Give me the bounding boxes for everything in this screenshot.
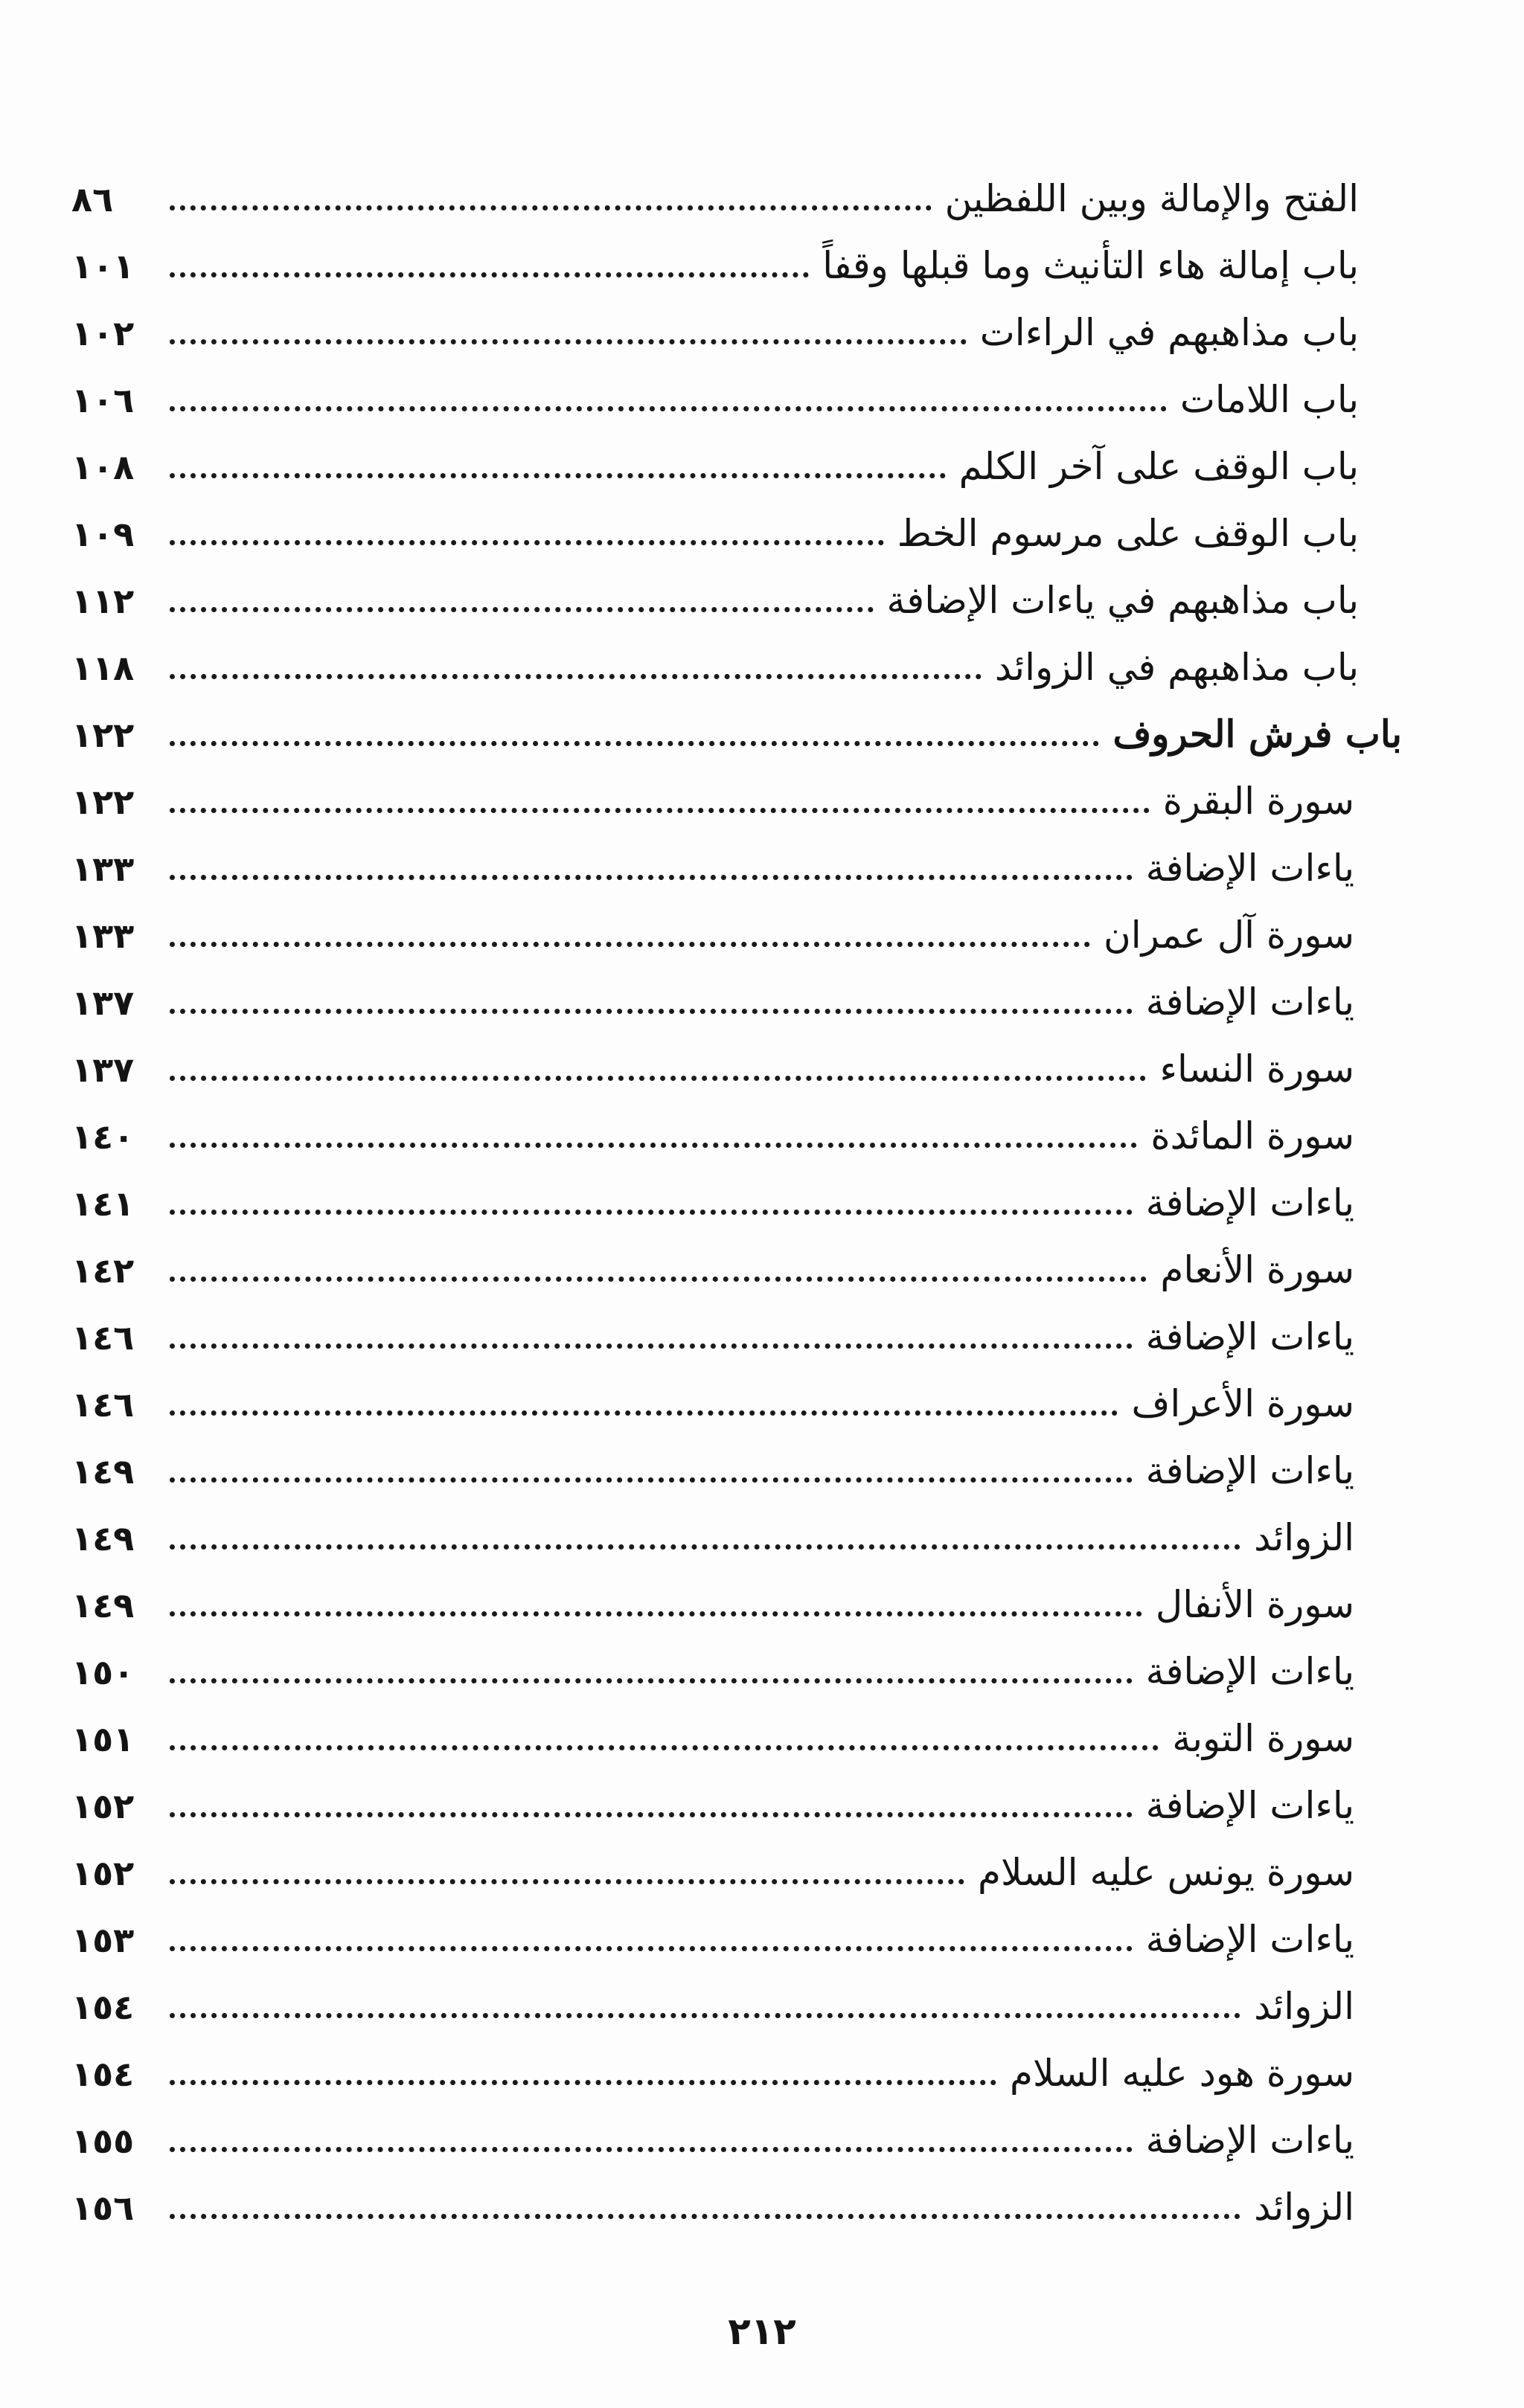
dot-leader: [170, 2147, 1133, 2152]
toc-entry-page: ٨٦: [71, 179, 114, 219]
dot-leader: [170, 741, 1099, 746]
dot-leader: [170, 2013, 1240, 2018]
toc-entry-page: ١٣٣: [71, 916, 135, 956]
table-of-contents: [71, 165, 1402, 2241]
toc-entry-page: ١٠٨: [71, 447, 135, 487]
dot-leader: [170, 1678, 1133, 1683]
toc-entry-page: ١٤٩: [71, 1451, 135, 1492]
dot-leader: [170, 1076, 1146, 1081]
toc-entry: [71, 1236, 1359, 1303]
toc-entry-title: الفتح والإمالة وبين اللفظين: [944, 177, 1359, 220]
dot-leader: [170, 1143, 1137, 1148]
dot-leader: [170, 406, 1167, 411]
toc-entry-title: باب اللامات: [1179, 378, 1359, 421]
toc-entry-title: باب مذاهبهم في ياءات الإضافة: [886, 579, 1359, 622]
toc-entry: [71, 1102, 1359, 1169]
dot-leader: [170, 875, 1133, 880]
toc-entry-page: ١٢٢: [71, 715, 135, 755]
dot-leader: [170, 1343, 1133, 1349]
toc-entry-page: ١٥٥: [71, 2121, 135, 2161]
toc-entry-title: باب إمالة هاء التأنيث وما قبلها وقفاً: [822, 244, 1359, 287]
dot-leader: [170, 808, 1150, 813]
toc-entry-title: باب فرش الحروف: [1112, 712, 1402, 756]
toc-entry: [71, 634, 1359, 701]
dot-leader: [170, 205, 932, 211]
dot-leader: [170, 1812, 1133, 1817]
toc-entry: [71, 969, 1359, 1036]
toc-entry-page: ١٣٧: [71, 983, 135, 1023]
toc-entry-title: سورة هود عليه السلام: [1009, 2052, 1354, 2095]
toc-entry-title: ياءات الإضافة: [1145, 2119, 1354, 2162]
toc-entry-title: ياءات الإضافة: [1145, 1449, 1354, 1492]
toc-entry-page: ١٤٦: [71, 1384, 135, 1425]
toc-entry-section-heading: [71, 701, 1402, 768]
toc-entry: [71, 1906, 1359, 1973]
page-number-footer: ٢١٢: [728, 2310, 796, 2353]
dot-leader: [170, 942, 1090, 947]
toc-entry: [71, 366, 1359, 433]
toc-entry-page: ١٠٩: [71, 514, 135, 554]
toc-entry-page: ١٠١: [71, 246, 135, 286]
toc-entry: [71, 1973, 1359, 2040]
dot-leader: [170, 272, 809, 277]
toc-entry: [71, 433, 1359, 500]
toc-entry: [71, 1772, 1359, 1839]
toc-entry: [71, 2174, 1359, 2241]
toc-entry: [71, 1036, 1359, 1102]
toc-entry-title: سورة التوبة: [1172, 1717, 1354, 1760]
toc-entry-title: سورة الأنفال: [1155, 1583, 1354, 1626]
dot-leader: [170, 1611, 1142, 1616]
toc-entry-title: ياءات الإضافة: [1145, 1784, 1354, 1827]
toc-entry-page: ١٠٦: [71, 380, 135, 420]
toc-entry: [71, 902, 1359, 969]
dot-leader: [170, 1745, 1159, 1750]
dot-leader: [170, 1477, 1133, 1483]
toc-entry-page: ١٥٣: [71, 1920, 135, 1960]
toc-entry-title: باب مذاهبهم في الراءات: [979, 311, 1359, 354]
toc-entry: [71, 1303, 1359, 1370]
dot-leader: [170, 339, 967, 344]
toc-entry: [71, 1839, 1359, 1906]
toc-entry: [71, 1638, 1359, 1705]
toc-entry-page: ١٥١: [71, 1719, 135, 1759]
dot-leader: [170, 1410, 1118, 1416]
dot-leader: [170, 674, 982, 679]
dot-leader: [170, 1946, 1133, 1951]
toc-entry-page: ١٤٩: [71, 1585, 135, 1625]
toc-entry-title: الزوائد: [1254, 2186, 1354, 2229]
toc-entry: [71, 1504, 1359, 1571]
toc-entry: [71, 1437, 1359, 1504]
toc-entry-page: ١٤٠: [71, 1117, 135, 1157]
toc-entry-page: ١٥٤: [71, 1987, 135, 2027]
dot-leader: [170, 2214, 1240, 2219]
toc-entry-title: ياءات الإضافة: [1145, 1181, 1354, 1224]
toc-entry-page: ١٥٦: [71, 2188, 135, 2228]
toc-entry-title: ياءات الإضافة: [1145, 1918, 1354, 1961]
toc-entry-page: ١٤٦: [71, 1317, 135, 1358]
dot-leader: [170, 1879, 964, 1884]
toc-entry-title: ياءات الإضافة: [1145, 847, 1354, 890]
toc-entry-title: سورة البقرة: [1162, 780, 1354, 823]
toc-entry: [71, 299, 1359, 366]
dot-leader: [170, 607, 874, 612]
dot-leader: [170, 473, 946, 478]
toc-entry-title: سورة آل عمران: [1103, 914, 1354, 957]
toc-entry-title: سورة الأنعام: [1160, 1248, 1354, 1291]
toc-entry: [71, 2040, 1359, 2107]
toc-entry-page: ١٥٤: [71, 2054, 135, 2094]
toc-entry-title: ياءات الإضافة: [1145, 1315, 1354, 1358]
toc-entry-title: سورة يونس عليه السلام: [978, 1851, 1354, 1894]
toc-entry: [71, 1571, 1359, 1638]
toc-entry-title: باب مذاهبهم في الزوائد: [994, 646, 1359, 689]
toc-entry-page: ١٤٢: [71, 1250, 135, 1291]
dot-leader: [170, 540, 884, 545]
toc-entry: [71, 567, 1359, 634]
toc-entry: [71, 165, 1359, 232]
dot-leader: [170, 1277, 1147, 1282]
toc-entry-page: ١٤٩: [71, 1518, 135, 1558]
dot-leader: [170, 1544, 1240, 1550]
dot-leader: [170, 1009, 1133, 1014]
toc-entry-title: باب الوقف على آخر الكلم: [958, 445, 1359, 488]
toc-entry-title: ياءات الإضافة: [1145, 980, 1354, 1024]
toc-entry: [71, 768, 1359, 835]
toc-entry-title: سورة النساء: [1159, 1047, 1354, 1091]
toc-entry: [71, 835, 1359, 902]
toc-entry-page: ١٣٧: [71, 1050, 135, 1090]
toc-entry-title: سورة الأعراف: [1131, 1382, 1354, 1425]
toc-entry: [71, 1705, 1359, 1772]
toc-entry-title: الزوائد: [1254, 1516, 1354, 1559]
toc-entry-page: ١٣٣: [71, 849, 135, 889]
toc-entry-title: ياءات الإضافة: [1145, 1650, 1354, 1693]
toc-entry-title: باب الوقف على مرسوم الخط: [897, 512, 1359, 555]
dot-leader: [170, 2080, 996, 2085]
toc-entry-page: ١٠٢: [71, 313, 135, 353]
toc-entry-page: ١٤١: [71, 1184, 135, 1224]
toc-entry-page: ١٢٢: [71, 782, 135, 822]
toc-entry-page: ١٥٠: [71, 1652, 135, 1692]
toc-entry-page: ١٥٢: [71, 1786, 135, 1826]
toc-entry-title: الزوائد: [1254, 1985, 1354, 2028]
toc-entry-page: ١١٨: [71, 648, 135, 688]
dot-leader: [170, 1210, 1133, 1215]
toc-entry-title: سورة المائدة: [1150, 1114, 1354, 1158]
toc-entry-page: ١٥٢: [71, 1853, 135, 1893]
toc-entry: [71, 2107, 1359, 2174]
toc-entry: [71, 232, 1359, 299]
toc-entry: [71, 1370, 1359, 1437]
toc-entry: [71, 1169, 1359, 1236]
toc-entry: [71, 500, 1359, 567]
toc-entry-page: ١١٢: [71, 581, 135, 621]
